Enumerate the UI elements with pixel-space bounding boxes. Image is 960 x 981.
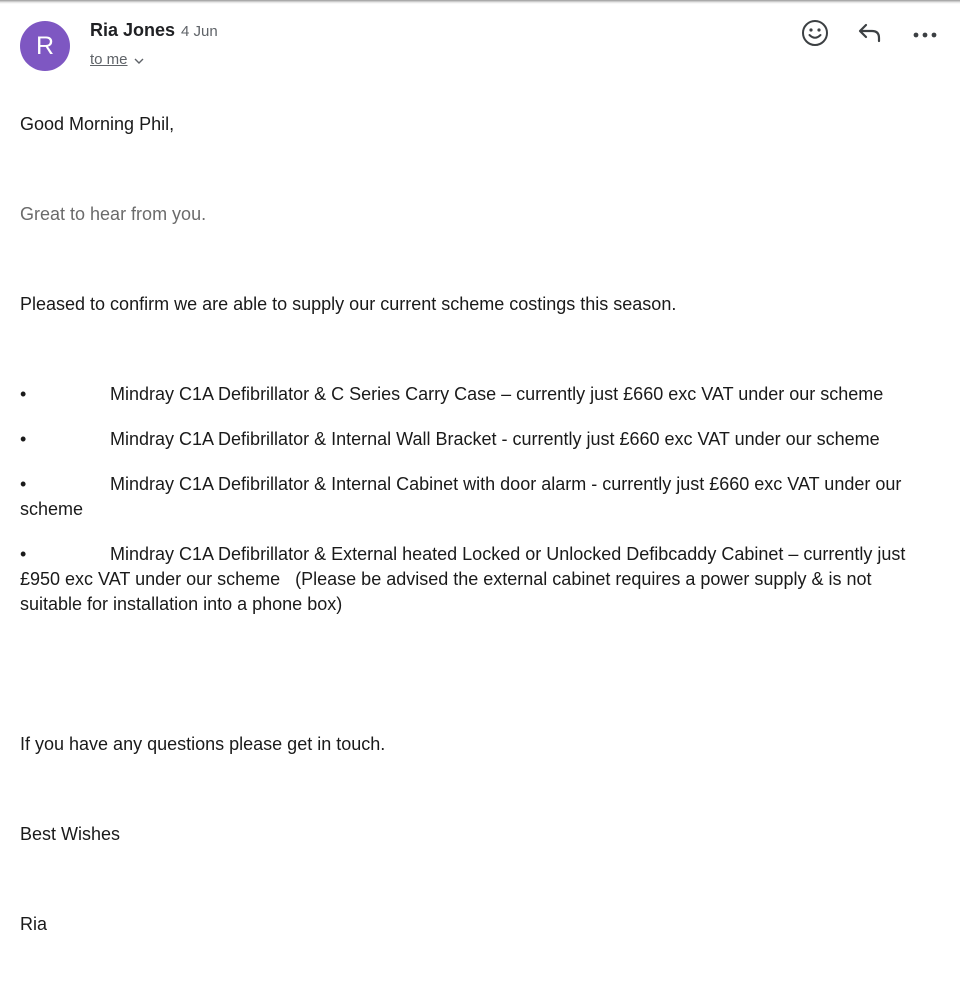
- smiley-icon: [801, 19, 829, 52]
- list-item: [20, 542, 920, 617]
- body-line: Great to hear from you.: [20, 204, 207, 224]
- more-horizontal-icon: [913, 26, 937, 44]
- list-item-text: Mindray C1A Defibrillator & External heated Locked or Unlocked Defibcaddy Cabinet – currently just £950 exc VAT under our scheme (Please be advised the external cabinet requires a power supply & is not suitable for installation into a phone box): [20, 544, 911, 614]
- offer-list: [20, 382, 920, 637]
- recipient-details-toggle[interactable]: [90, 51, 144, 68]
- greeting: Good Morning Phil,: [20, 114, 175, 134]
- emoji-react-button[interactable]: [798, 18, 832, 52]
- body-line: If you have any questions please get in touch.: [20, 734, 386, 754]
- list-item: [20, 427, 920, 452]
- list-item-text: Mindray C1A Defibrillator & Internal Cabinet with door alarm - currently just £660 exc VAT under our scheme: [20, 474, 902, 519]
- bullet: •: [20, 384, 27, 404]
- email-date: 4 Jun: [181, 23, 218, 40]
- signature: Ria: [20, 914, 48, 934]
- avatar[interactable]: R: [20, 21, 70, 71]
- reply-button[interactable]: [853, 18, 887, 52]
- body-line: Pleased to confirm we are able to supply our current scheme costings this season.: [20, 294, 677, 314]
- email-header: [0, 0, 960, 80]
- recipient-label: to me: [90, 51, 128, 68]
- more-options-button[interactable]: [908, 18, 942, 52]
- list-item: [20, 472, 920, 522]
- chevron-down-icon: [134, 51, 144, 68]
- bullet: •: [20, 544, 27, 564]
- bullet: •: [20, 474, 27, 494]
- list-item: [20, 382, 920, 407]
- list-item-text: Mindray C1A Defibrillator & C Series Carry Case – currently just £660 exc VAT under our scheme: [110, 384, 884, 404]
- closing: Best Wishes: [20, 824, 121, 844]
- sender-name[interactable]: Ria Jones: [90, 20, 176, 40]
- reply-icon: [857, 22, 883, 49]
- bullet: •: [20, 429, 27, 449]
- list-item-text: Mindray C1A Defibrillator & Internal Wall Bracket - currently just £660 exc VAT under our scheme: [110, 429, 880, 449]
